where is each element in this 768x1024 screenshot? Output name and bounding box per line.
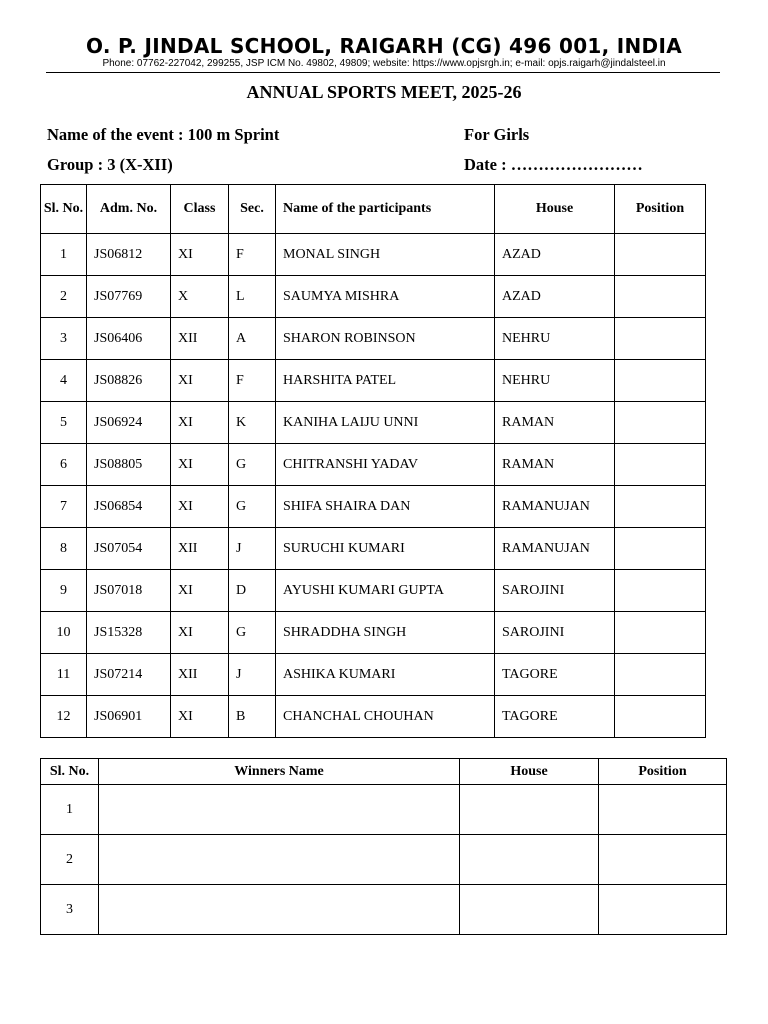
cell-section: D	[229, 570, 276, 612]
cell-sl-no: 7	[41, 486, 87, 528]
cell-participant-name: SHIFA SHAIRA DAN	[276, 486, 495, 528]
event-date: Date : ……………………	[464, 155, 643, 174]
table-row	[41, 234, 706, 276]
cell-participant-name: CHANCHAL CHOUHAN	[276, 696, 495, 738]
winner-cell-name	[99, 835, 460, 885]
table-row	[41, 654, 706, 696]
cell-participant-name: SHRADDHA SINGH	[276, 612, 495, 654]
cell-house: RAMAN	[495, 402, 615, 444]
winners-header-house: House	[460, 759, 599, 785]
cell-class: XI	[171, 486, 229, 528]
cell-participant-name: ASHIKA KUMARI	[276, 654, 495, 696]
winners-table	[40, 758, 727, 935]
cell-position	[615, 528, 706, 570]
cell-section: G	[229, 444, 276, 486]
cell-sl-no: 11	[41, 654, 87, 696]
cell-class: XII	[171, 654, 229, 696]
cell-section: F	[229, 234, 276, 276]
winner-cell-name	[99, 885, 460, 935]
cell-position	[615, 696, 706, 738]
participants-table	[40, 184, 706, 738]
cell-sl-no: 12	[41, 696, 87, 738]
cell-sl-no: 9	[41, 570, 87, 612]
cell-position	[615, 612, 706, 654]
cell-position	[615, 570, 706, 612]
winner-cell-sl-no: 1	[41, 785, 99, 835]
cell-class: XII	[171, 528, 229, 570]
cell-position	[615, 444, 706, 486]
cell-adm-no: JS07214	[87, 654, 171, 696]
table-row	[41, 570, 706, 612]
winners-row	[41, 835, 727, 885]
participants-header-row	[41, 185, 706, 234]
cell-participant-name: SAUMYA MISHRA	[276, 276, 495, 318]
winners-header-row	[41, 759, 727, 785]
event-category: For Girls	[464, 125, 530, 144]
school-contact-line: Phone: 07762-227042, 299255, JSP ICM No. 49802, 49809; website: https://www.opjsrgh.in; e-mail: opjs.raigarh@jindalsteel.in	[102, 58, 666, 69]
winner-cell-house	[460, 835, 599, 885]
winners-header-sl-no: Sl. No.	[41, 759, 99, 785]
cell-class: XI	[171, 612, 229, 654]
header-position: Position	[615, 185, 706, 234]
winners-header-name: Winners Name	[99, 759, 460, 785]
cell-sl-no: 1	[41, 234, 87, 276]
cell-position	[615, 654, 706, 696]
header-sl-no: Sl. No.	[41, 185, 87, 234]
cell-house: AZAD	[495, 276, 615, 318]
cell-house: RAMANUJAN	[495, 486, 615, 528]
cell-house: SAROJINI	[495, 570, 615, 612]
cell-participant-name: HARSHITA PATEL	[276, 360, 495, 402]
cell-class: XI	[171, 444, 229, 486]
cell-position	[615, 318, 706, 360]
winner-cell-house	[460, 785, 599, 835]
header-section: Sec.	[229, 185, 276, 234]
header-divider	[46, 72, 720, 73]
winners-row	[41, 785, 727, 835]
cell-section: F	[229, 360, 276, 402]
cell-house: SAROJINI	[495, 612, 615, 654]
cell-section: L	[229, 276, 276, 318]
event-group: Group : 3 (X-XII)	[47, 155, 173, 174]
cell-participant-name: CHITRANSHI YADAV	[276, 444, 495, 486]
cell-participant-name: MONAL SINGH	[276, 234, 495, 276]
cell-house: TAGORE	[495, 696, 615, 738]
cell-participant-name: KANIHA LAIJU UNNI	[276, 402, 495, 444]
cell-class: XI	[171, 360, 229, 402]
header-house: House	[495, 185, 615, 234]
cell-adm-no: JS08826	[87, 360, 171, 402]
cell-sl-no: 2	[41, 276, 87, 318]
cell-position	[615, 276, 706, 318]
school-name: O. P. JINDAL SCHOOL, RAIGARH (CG) 496 001, INDIA	[86, 34, 682, 58]
cell-adm-no: JS06854	[87, 486, 171, 528]
table-row	[41, 402, 706, 444]
cell-adm-no: JS06901	[87, 696, 171, 738]
cell-house: RAMANUJAN	[495, 528, 615, 570]
cell-position	[615, 360, 706, 402]
cell-house: AZAD	[495, 234, 615, 276]
cell-sl-no: 8	[41, 528, 87, 570]
table-row	[41, 444, 706, 486]
cell-sl-no: 4	[41, 360, 87, 402]
header-participant-name: Name of the participants	[276, 185, 495, 234]
cell-section: G	[229, 486, 276, 528]
header-class: Class	[171, 185, 229, 234]
header-adm-no: Adm. No.	[87, 185, 171, 234]
winner-cell-sl-no: 3	[41, 885, 99, 935]
cell-section: J	[229, 654, 276, 696]
cell-sl-no: 5	[41, 402, 87, 444]
document-title: ANNUAL SPORTS MEET, 2025-26	[246, 82, 522, 102]
cell-house: NEHRU	[495, 318, 615, 360]
cell-adm-no: JS07018	[87, 570, 171, 612]
cell-adm-no: JS06812	[87, 234, 171, 276]
cell-participant-name: AYUSHI KUMARI GUPTA	[276, 570, 495, 612]
cell-house: NEHRU	[495, 360, 615, 402]
event-name: Name of the event : 100 m Sprint	[47, 125, 280, 144]
cell-adm-no: JS06406	[87, 318, 171, 360]
cell-section: K	[229, 402, 276, 444]
cell-adm-no: JS15328	[87, 612, 171, 654]
cell-adm-no: JS07769	[87, 276, 171, 318]
cell-house: TAGORE	[495, 654, 615, 696]
cell-class: XII	[171, 318, 229, 360]
winner-cell-position	[599, 835, 727, 885]
winner-cell-name	[99, 785, 460, 835]
cell-class: XI	[171, 570, 229, 612]
cell-adm-no: JS08805	[87, 444, 171, 486]
cell-class: X	[171, 276, 229, 318]
cell-sl-no: 3	[41, 318, 87, 360]
cell-position	[615, 402, 706, 444]
winner-cell-house	[460, 885, 599, 935]
cell-section: A	[229, 318, 276, 360]
cell-participant-name: SURUCHI KUMARI	[276, 528, 495, 570]
cell-position	[615, 234, 706, 276]
cell-participant-name: SHARON ROBINSON	[276, 318, 495, 360]
table-row	[41, 318, 706, 360]
winner-cell-position	[599, 785, 727, 835]
table-row	[41, 360, 706, 402]
winners-header-position: Position	[599, 759, 727, 785]
table-row	[41, 528, 706, 570]
cell-class: XI	[171, 696, 229, 738]
cell-sl-no: 10	[41, 612, 87, 654]
winner-cell-position	[599, 885, 727, 935]
cell-section: B	[229, 696, 276, 738]
table-row	[41, 486, 706, 528]
cell-adm-no: JS06924	[87, 402, 171, 444]
cell-position	[615, 486, 706, 528]
winners-row	[41, 885, 727, 935]
cell-section: J	[229, 528, 276, 570]
cell-house: RAMAN	[495, 444, 615, 486]
cell-adm-no: JS07054	[87, 528, 171, 570]
cell-class: XI	[171, 402, 229, 444]
cell-section: G	[229, 612, 276, 654]
table-row	[41, 612, 706, 654]
table-row	[41, 696, 706, 738]
table-row	[41, 276, 706, 318]
cell-sl-no: 6	[41, 444, 87, 486]
winner-cell-sl-no: 2	[41, 835, 99, 885]
cell-class: XI	[171, 234, 229, 276]
